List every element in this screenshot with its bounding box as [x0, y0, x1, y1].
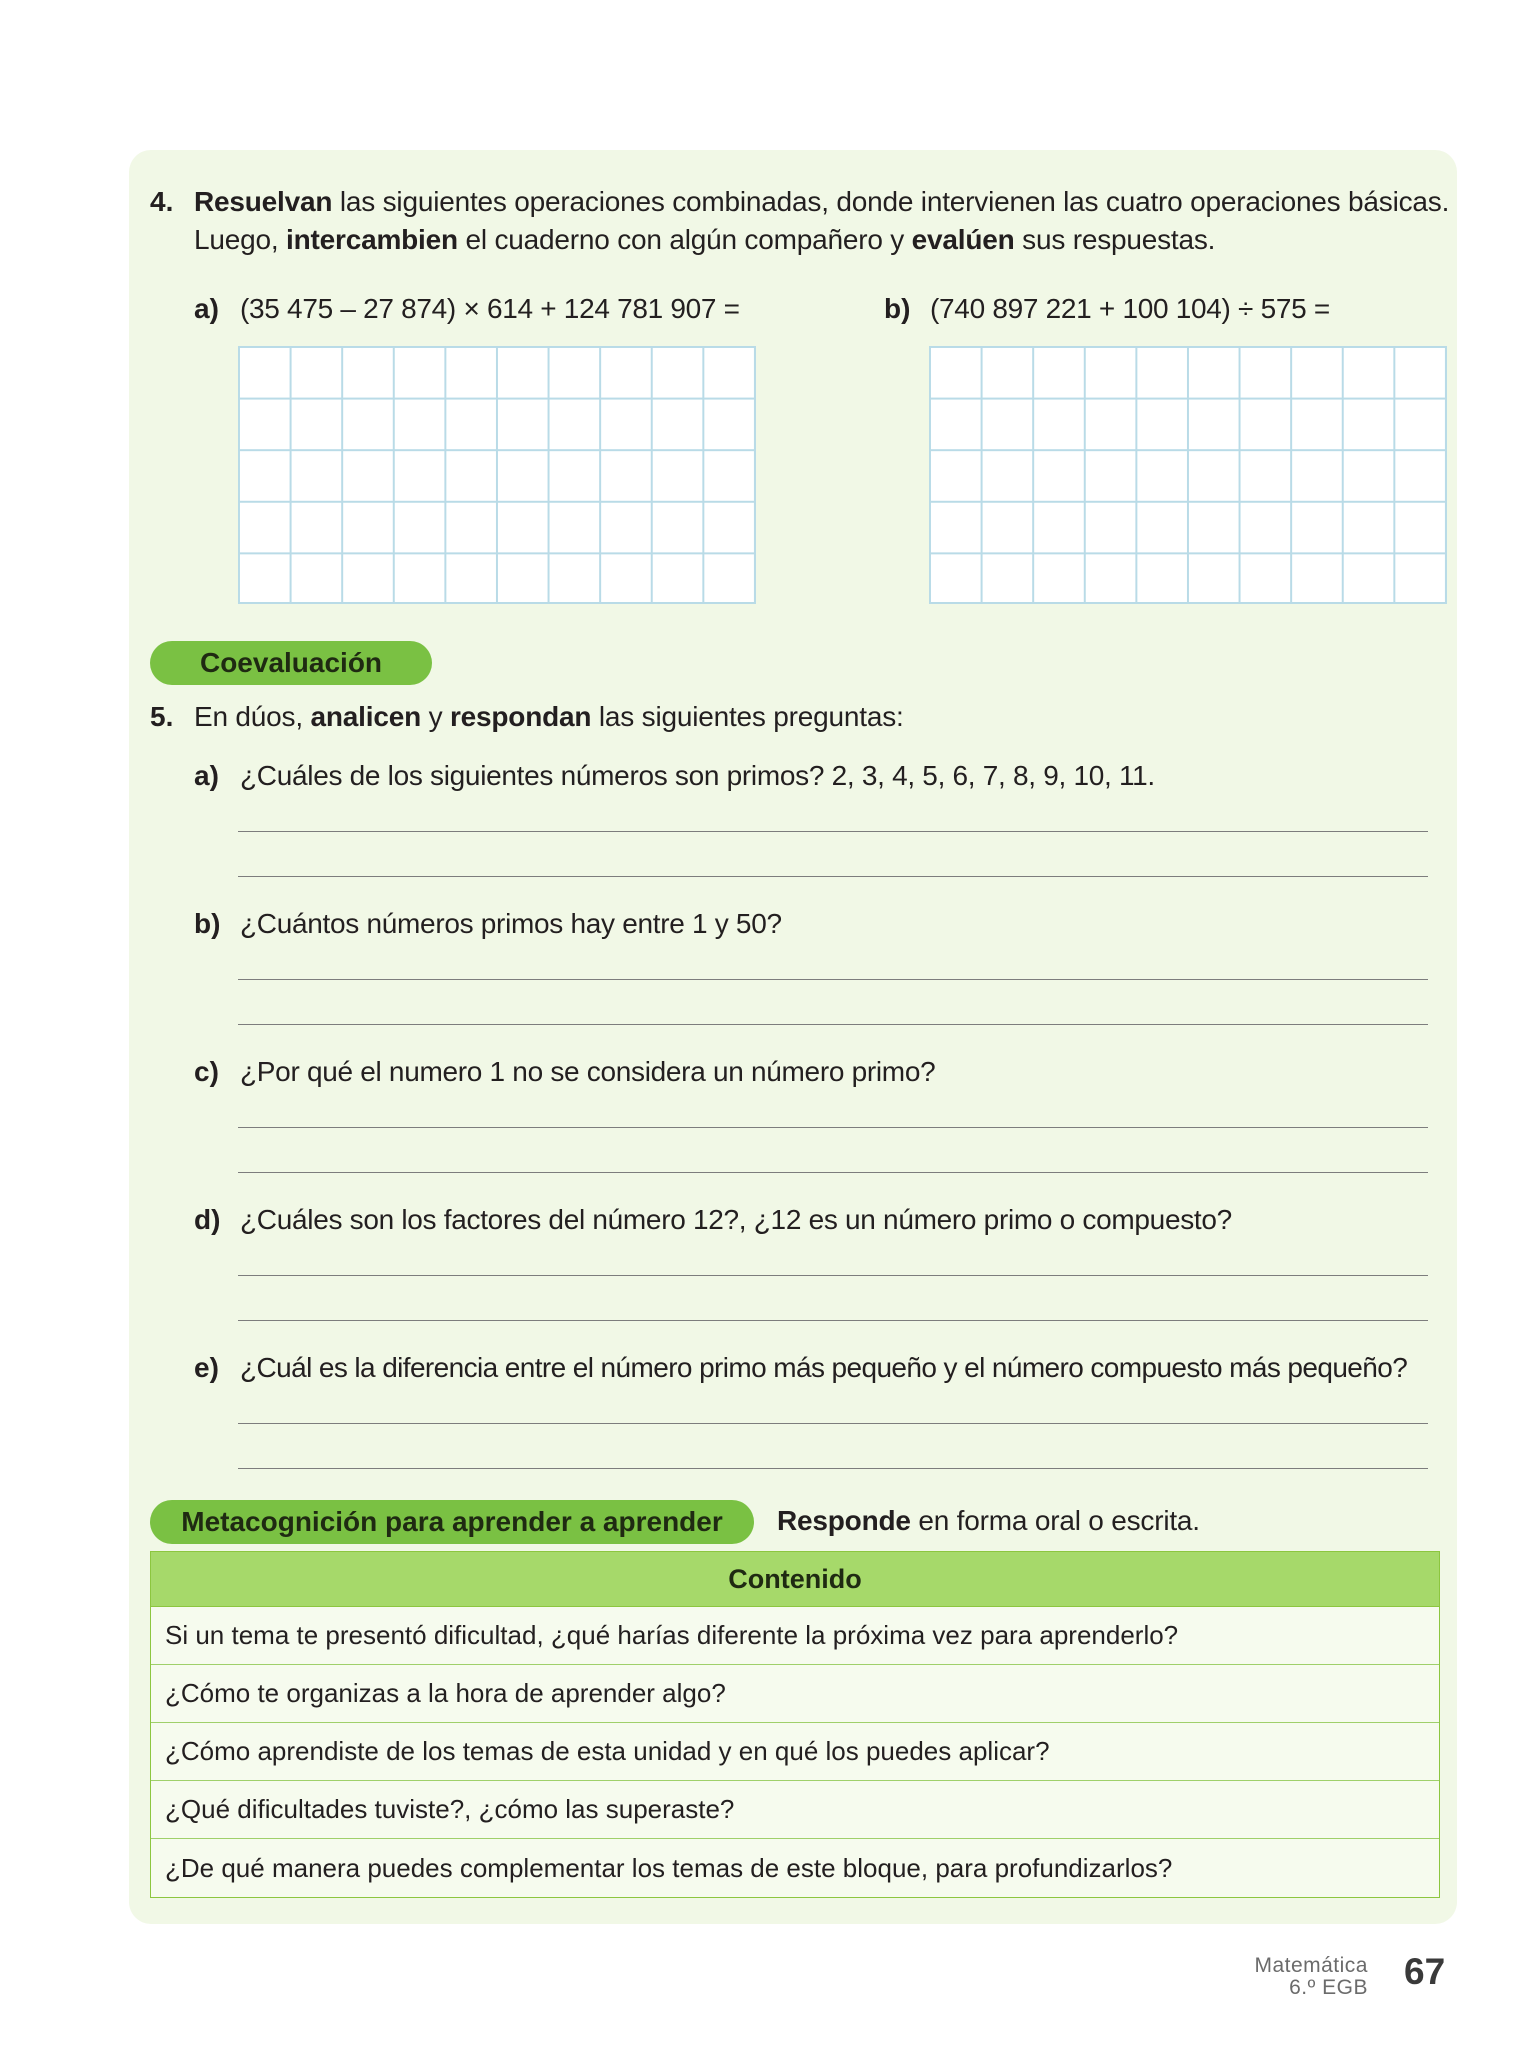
answer-line[interactable] — [238, 1320, 1428, 1321]
work-grid-b[interactable] — [929, 346, 1447, 604]
exercise-4-number: 4. — [150, 186, 174, 217]
instruction-text: Luego, — [194, 224, 287, 255]
table-row: ¿Cómo te organizas a la hora de aprender algo? — [151, 1665, 1439, 1723]
table-header: Contenido — [151, 1552, 1439, 1607]
subject-name: Matemática — [1254, 1954, 1368, 1977]
bold-respondan: respondan — [449, 701, 592, 732]
answer-line[interactable] — [238, 1468, 1428, 1469]
answer-line[interactable] — [238, 831, 1428, 832]
question-e-text: ¿Cuál es la diferencia entre el número primo más pequeño y el número compuesto más pequeño? — [240, 1352, 1408, 1383]
grade-level: 6.º EGB — [1289, 1976, 1368, 1999]
exercise-5-intro — [194, 701, 904, 733]
exercise-4a-expression: (35 475 – 27 874) × 614 + 124 781 907 = — [240, 293, 740, 324]
question-b-text: ¿Cuántos números primos hay entre 1 y 50? — [240, 908, 782, 939]
bold-evaluen: evalúen — [911, 224, 1015, 255]
footer-subject — [1254, 1955, 1368, 1999]
question-b-label: b) — [194, 908, 221, 939]
answer-line[interactable] — [238, 1127, 1428, 1128]
page-number: 67 — [1404, 1951, 1446, 1992]
question-c-label: c) — [194, 1056, 219, 1087]
exercise-5-number: 5. — [150, 701, 174, 732]
bold-resuelvan: Resuelvan — [194, 186, 333, 217]
exercise-4-instruction-line-2 — [194, 224, 1215, 256]
metacognicion-badge: Metacognición para aprender a aprender — [150, 1500, 754, 1544]
table-row: ¿De qué manera puedes complementar los temas de este bloque, para profundizarlos? — [151, 1839, 1439, 1897]
instruction-text: las siguientes preguntas: — [591, 701, 904, 732]
exercise-4b-expression: (740 897 221 + 100 104) ÷ 575 = — [930, 293, 1330, 324]
question-a-label: a) — [194, 760, 219, 791]
instruction-text: y — [420, 701, 450, 732]
instruction-text: en forma oral o escrita. — [910, 1505, 1200, 1536]
table-row: ¿Cómo aprendiste de los temas de esta unidad y en qué los puedes aplicar? — [151, 1723, 1439, 1781]
bold-responde: Responde — [777, 1505, 911, 1536]
answer-line[interactable] — [238, 1024, 1428, 1025]
reflection-table — [150, 1551, 1440, 1898]
question-c-text: ¿Por qué el numero 1 no se considera un número primo? — [240, 1056, 936, 1087]
answer-line[interactable] — [238, 979, 1428, 980]
question-d-label: d) — [194, 1204, 221, 1235]
answer-line[interactable] — [238, 1275, 1428, 1276]
question-e-label: e) — [194, 1352, 219, 1383]
table-row: Si un tema te presentó dificultad, ¿qué harías diferente la próxima vez para aprenderlo? — [151, 1607, 1439, 1665]
instruction-text: En dúos, — [194, 701, 311, 732]
coevaluacion-badge: Coevaluación — [150, 641, 432, 685]
instruction-text: sus respuestas. — [1014, 224, 1216, 255]
answer-line[interactable] — [238, 876, 1428, 877]
table-row: ¿Qué dificultades tuviste?, ¿cómo las superaste? — [151, 1781, 1439, 1839]
exercise-4b-label: b) — [884, 293, 911, 324]
exercise-4a-label: a) — [194, 293, 219, 324]
work-grid-a[interactable] — [238, 346, 756, 604]
question-d-text: ¿Cuáles son los factores del número 12?, ¿12 es un número primo o compuesto? — [240, 1204, 1232, 1235]
bold-intercambien: intercambien — [286, 224, 458, 255]
question-a-text: ¿Cuáles de los siguientes números son primos? 2, 3, 4, 5, 6, 7, 8, 9, 10, 11. — [240, 760, 1155, 791]
metacognicion-instruction — [777, 1505, 1200, 1537]
answer-line[interactable] — [238, 1423, 1428, 1424]
answer-line[interactable] — [238, 1172, 1428, 1173]
exercise-4-instruction-line-1 — [194, 186, 1449, 218]
instruction-text: el cuaderno con algún compañero y — [457, 224, 912, 255]
bold-analicen: analicen — [310, 701, 421, 732]
instruction-text: las siguientes operaciones combinadas, donde intervienen las cuatro operaciones básicas. — [332, 186, 1450, 217]
